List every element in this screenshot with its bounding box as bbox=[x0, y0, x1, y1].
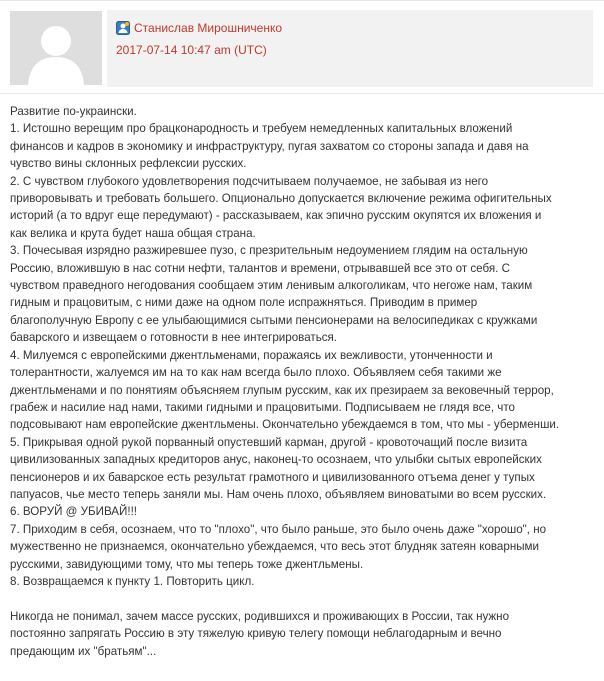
comment-text-line: приворовывать и требовать большего. Опционально допускается включение режима офигительных bbox=[10, 192, 552, 206]
comment-text-line: Развитие по-украински. bbox=[10, 105, 137, 118]
comment-text-line: 8. Возвращаемся к пункту 1. Повторить цикл. bbox=[10, 574, 255, 588]
comment-timestamp[interactable]: 2017-07-14 10:47 am (UTC) bbox=[116, 43, 267, 57]
comment-text-line: баварского и извещаем о готовности в нее интегрироваться. bbox=[10, 331, 338, 345]
comment-text-line: Россию, вложившую в нас сотни нефти, талантов и времени, отрывавшей все это от себя. С bbox=[10, 261, 510, 275]
author-name-link[interactable]: Станислав Мирошниченко bbox=[134, 21, 283, 35]
comment-text-line: цивилизованных западных кредиторов анус, наконец-то осознаем, что улыбки сытых европейских bbox=[10, 453, 542, 467]
comment-text-line: подсовывают нам европейские джентльмены. Окончательно убеждаемся в том, что мы - уберменши. bbox=[10, 418, 560, 432]
comment-text-line: постоянно запрягать Россию в эту тяжелую кривую телегу помощи неблагодарным и вечно bbox=[10, 627, 502, 641]
comment-text-line: мужественно не признаемся, окончательно убеждаемся, что весь этот блудняк затеян коварными bbox=[10, 540, 539, 554]
comment-text-line: 5. Прикрывая одной рукой порванный опустевший карман, другой - кровоточащий после визита bbox=[10, 435, 528, 449]
comment-text-line: 7. Приходим в себя, осознаем, что то "плохо", что было раньше, это было очень даже "хорошо", но bbox=[10, 522, 547, 536]
default-avatar-icon bbox=[10, 11, 102, 85]
comment-text-line: 6. ВОРУЙ @ УБИВАЙ!!! bbox=[10, 505, 138, 519]
comment-text-line: гидным и працовитым, с ними даже на одном поле испражняться. Приводим в пример bbox=[10, 296, 478, 310]
comment-text-line: джентльменами и по понятиям объясняем глупым русским, как их презираем за вековечный террор, bbox=[10, 383, 554, 397]
comment-text-line: предающим их "братьям"... bbox=[10, 644, 157, 658]
comment-header bbox=[0, 0, 604, 94]
comment-text-line: толерантности, жалуемся им на то как нам всегда было плохо. Объявляем себя такими же bbox=[10, 366, 502, 380]
comment-text-line: историй (а то вдруг еще передумают) - рассказываем, как эпично русским окупятся их вложения и bbox=[10, 209, 542, 223]
comment-text-line: русскими, завидующими тому, что мы теперь тоже джентльмены. bbox=[10, 557, 364, 571]
comment-text-line: как велика и крута будет наша общая страна. bbox=[10, 226, 256, 240]
comment-text-line: финансов и кадров в экономику и инфраструктуру, пугая захватом со стороны запада и давя на bbox=[10, 139, 529, 153]
comment-text-line: 4. Милуемся с европейскими джентльменами, поражаясь их вежливости, утонченности и bbox=[10, 348, 493, 362]
comment-text-line: 3. Почесывая изрядно разжиревшее пузо, с презрительным недоумением глядим на остальную bbox=[10, 244, 528, 258]
user-profile-icon[interactable] bbox=[116, 21, 130, 35]
comment-text-line: пенсионеров и их баварское есть результат грамотного и цивилизованного отъема денег у тупых bbox=[10, 470, 535, 484]
comment-text-line: чувство вины склонных рефлексии русских. bbox=[10, 157, 247, 171]
avatar[interactable] bbox=[10, 11, 102, 85]
blank-line bbox=[10, 590, 594, 607]
comment-meta bbox=[107, 10, 593, 87]
comment-text-line: 1. Истошно верещим про брацконародность и требуем немедленных капитальных вложений bbox=[10, 122, 513, 136]
comment-body bbox=[10, 103, 594, 660]
comment-text-line: благополучную Европу с ее улыбающимися сытыми пенсионерами на велосипедиках с кружками bbox=[10, 313, 538, 327]
comment-text-line: Никогда не понимал, зачем массе русских, родившихся и проживающих в России, так нужно bbox=[10, 609, 510, 623]
comment-text-line: чувством праведного негодования сообщаем этим ленивым алкоголикам, что негоже нам, таким bbox=[10, 279, 533, 293]
comment-text-line: 2. С чувством глубокого удовлетворения подсчитываем получаемое, не забывая из него bbox=[10, 174, 489, 188]
comment-text-line: грабеж и насилие над нами, такими гидными и працовитыми. Подписываем не глядя все, что bbox=[10, 400, 515, 414]
author-row bbox=[116, 19, 282, 37]
comment-text-line: папуасов, чье место теперь заняли мы. Нам очень плохо, объявляем виноватыми во всем русских. bbox=[10, 487, 547, 501]
